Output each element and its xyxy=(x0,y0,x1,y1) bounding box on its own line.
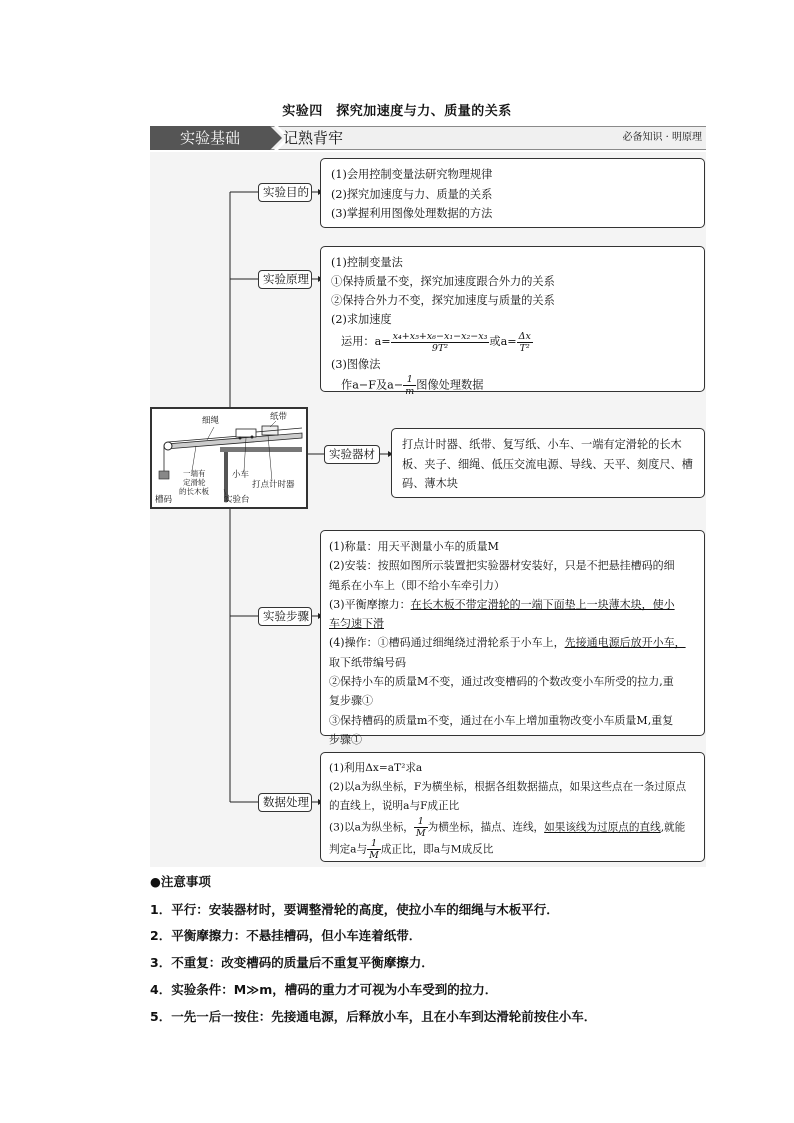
step-line: 绳系在小车上（即不给小车牵引力） xyxy=(329,578,505,592)
page-title: 实验四 探究加速度与力、质量的关系 xyxy=(282,104,512,119)
apparatus-table-label: 实验台 xyxy=(224,495,250,505)
cart-icon xyxy=(236,429,256,437)
step3-underlined-cont: 车匀速下滑 xyxy=(329,617,384,631)
note-item: 2．平衡摩擦力：不悬挂槽码，但小车连着纸带． xyxy=(150,928,422,943)
graph-fraction xyxy=(403,374,416,397)
apparatus-illustration xyxy=(152,409,306,507)
graph-method xyxy=(331,374,694,396)
step-line: ②保持小车的质量M不变，通过改变槽码的个数改变小车所受的拉力,重 xyxy=(329,675,674,689)
formula2-denominator: T² xyxy=(519,342,530,354)
data3-prefix: (3)以a为纵坐标， xyxy=(329,821,414,834)
data-line xyxy=(329,838,696,860)
data3-suffix: ,就能 xyxy=(660,821,686,834)
step-line: 复步骤① xyxy=(329,694,373,708)
apparatus-diagram xyxy=(150,407,308,509)
graph-prefix: 作a−F及a− xyxy=(341,378,404,392)
step-line xyxy=(329,595,696,614)
data-line xyxy=(329,816,696,838)
apparatus-board-label: 一端有 xyxy=(183,469,206,478)
data-box xyxy=(320,752,705,862)
note-item: 1．平行：安装器材时，要调整滑轮的高度，使拉小车的细绳与木板平行． xyxy=(150,902,559,917)
formula-numerator: x₄+x₅+x₆−x₁−x₂−x₃ xyxy=(392,330,488,342)
principle-line: (2)求加速度 xyxy=(331,313,392,326)
data3-underlined: 如果该线为过原点的直线 xyxy=(544,821,661,834)
purpose-line: (2)探究加速度与力、质量的关系 xyxy=(331,187,493,201)
data-line: 的直线上，说明a与F成正比 xyxy=(329,800,460,812)
principle-box xyxy=(320,246,705,397)
graph-suffix: 图像处理数据 xyxy=(416,378,484,392)
formula-fraction xyxy=(391,331,490,354)
equipment-text: 打点计时器、纸带、复写纸、小车、一端有定滑轮的长木板、夹子、细绳、低压交流电源、导线、天平、刻度尺、槽码、薄木块 xyxy=(402,438,693,490)
apparatus-weights-label: 槽码 xyxy=(155,495,173,505)
apparatus-board-label: 定滑轮 xyxy=(183,478,206,487)
apparatus-board-label: 的长木板 xyxy=(179,487,209,496)
label-equipment: 实验器材 xyxy=(324,445,380,464)
formula2-numerator: Δx xyxy=(518,330,531,342)
step-line: ③保持槽码的质量m不变，通过在小车上增加重物改变小车质量M,重复 xyxy=(329,713,674,727)
data3-numerator: 1 xyxy=(414,816,428,828)
banner-subtitle: 记熟背牢 xyxy=(283,129,344,147)
notes-heading: ●注意事项 xyxy=(150,874,211,889)
note-item: 5．一先一后一按住：先接通电源，后释放小车，且在小车到达滑轮前按住小车． xyxy=(150,1009,597,1024)
data-line: (2)以a为纵坐标，F为横坐标，根据各组数据描点，如果这些点在一条过原点 xyxy=(329,781,687,793)
step-line xyxy=(329,614,696,633)
apparatus-rope-label: 细绳 xyxy=(202,416,220,426)
step-line: (1)称量：用天平测量小车的质量M xyxy=(329,540,499,553)
label-purpose: 实验目的 xyxy=(258,183,312,202)
formula-or: 或a= xyxy=(489,335,517,348)
data3-fraction xyxy=(414,816,428,839)
data3-denominator: M xyxy=(415,828,426,839)
apparatus-cart-label: 小车 xyxy=(232,470,250,480)
principle-line: (1)控制变量法 xyxy=(331,256,403,269)
step-line xyxy=(329,633,696,652)
step-line: 取下纸带编号码 xyxy=(329,655,406,669)
data-line: (1)利用Δx=aT²求a xyxy=(329,762,423,774)
principle-line: ①保持质量不变，探究加速度跟合外力的关系 xyxy=(331,275,555,288)
step-line: 步骤① xyxy=(329,732,362,746)
data3b-fraction xyxy=(367,838,381,861)
equipment-box xyxy=(391,428,705,498)
steps-box xyxy=(320,530,705,746)
data3b-numerator: 1 xyxy=(367,838,381,850)
apparatus-tape-label: 纸带 xyxy=(270,412,288,422)
principle-line: ②保持合外力不变，探究加速度与质量的关系 xyxy=(331,294,555,307)
acceleration-formula xyxy=(331,329,694,355)
pulley-icon xyxy=(164,442,172,450)
step-line: (2)安装：按照如图所示装置把实验器材安装好，只是不把悬挂槽码的细 xyxy=(329,559,675,573)
formula2-fraction xyxy=(517,331,533,354)
label-data: 数据处理 xyxy=(258,793,312,812)
long-board xyxy=(166,433,302,449)
graph-denominator: m xyxy=(405,386,415,397)
purpose-box xyxy=(320,158,705,228)
purpose-line: (3)掌握利用图像处理数据的方法 xyxy=(331,207,493,220)
data3b-denominator: M xyxy=(369,850,379,861)
purpose-line: (1)会用控制变量法研究物理规律 xyxy=(331,168,493,181)
label-steps: 实验步骤 xyxy=(258,607,312,626)
apparatus-timer-label: 打点计时器 xyxy=(252,480,295,490)
principle-line: (3)图像法 xyxy=(331,358,381,371)
banner-label: 实验基础 xyxy=(179,129,240,147)
table-top xyxy=(220,447,302,452)
formula-denominator: 9T² xyxy=(431,342,449,354)
formula-prefix: 运用：a= xyxy=(341,335,391,348)
label-principle: 实验原理 xyxy=(258,270,312,289)
note-item: 4．实验条件：M≫m，槽码的重力才可视为小车受到的拉力． xyxy=(150,982,498,997)
step3-plain: (3)平衡摩擦力： xyxy=(329,597,411,611)
banner-tag: 必备知识 · 明原理 xyxy=(622,132,702,143)
step4-plain: (4)操作：①槽码通过细绳绕过滑轮系于小车上， xyxy=(329,636,565,650)
weights-icon xyxy=(159,471,169,479)
step4-underlined: 先接通电源后放开小车， xyxy=(564,636,686,650)
data3-mid: 为横坐标，描点、连线， xyxy=(427,821,545,834)
step3-underlined: 在长木板不带定滑轮的一端下面垫上一块薄木块，使小 xyxy=(410,597,675,611)
data3b-suffix: 成正比，即a与M成反比 xyxy=(380,843,494,856)
note-item: 3．不重复：改变槽码的质量后不重复平衡摩擦力． xyxy=(150,955,434,970)
graph-numerator: 1 xyxy=(403,374,416,386)
data3b-prefix: 判定a与 xyxy=(329,843,368,856)
